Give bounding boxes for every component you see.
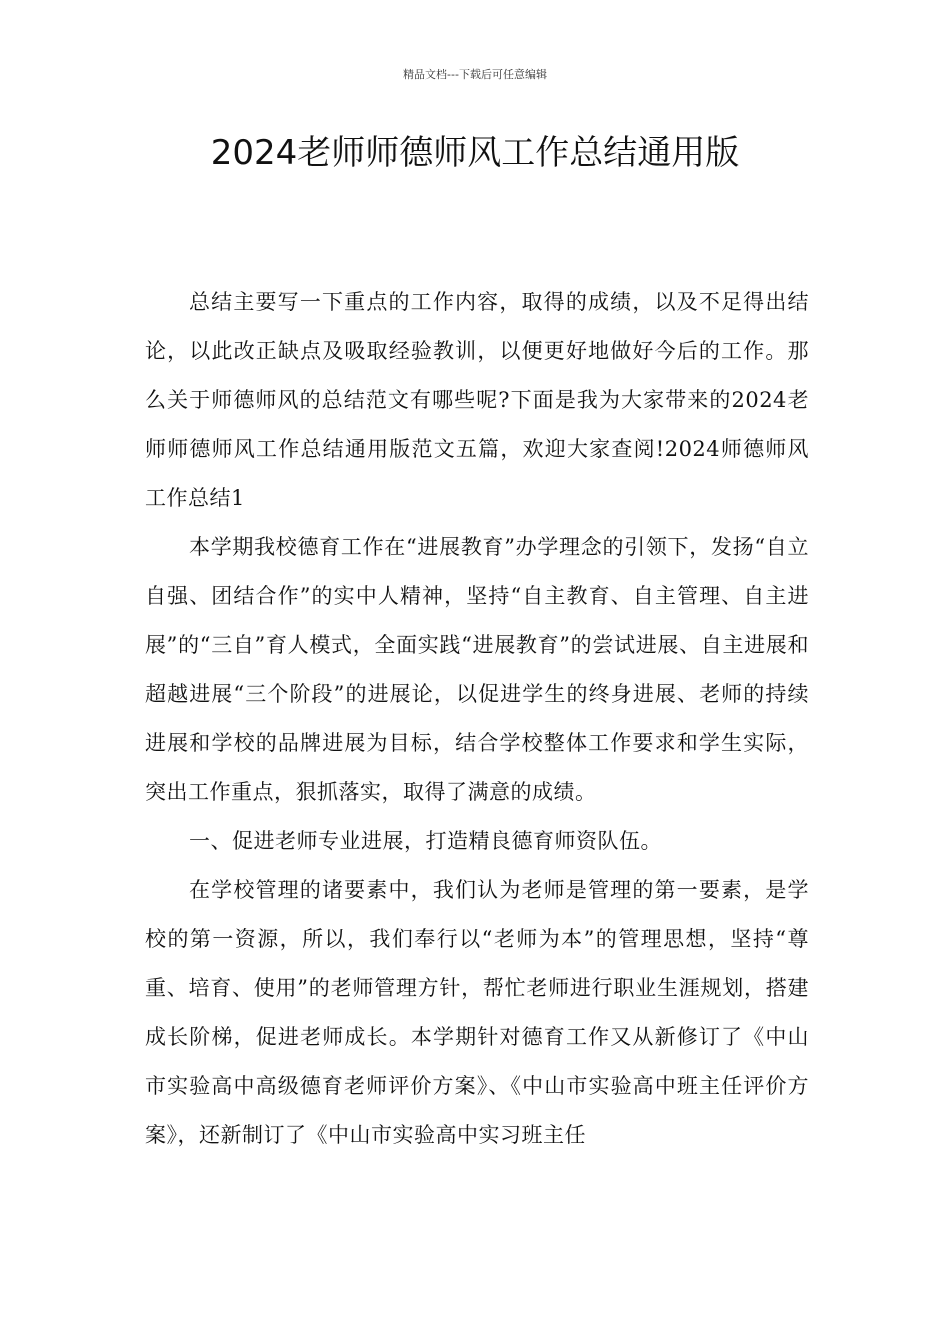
paragraph-intro: 总结主要写一下重点的工作内容，取得的成绩，以及不足得出结论，以此改正缺点及吸取经验教训，以便更好地做好今后的工作。那么关于师德师风的总结范文有哪些呢?下面是我为大家带来的2024老师师德师风工作总结通用版范文五篇，欢迎大家查阅!2024师德师风工作总结1 [145,290,809,510]
section-heading-1: 一、促进老师专业进展，打造精良德育师资队伍。 [189,829,662,853]
document-body [145,278,809,1160]
paragraph-teacher-management: 在学校管理的诸要素中，我们认为老师是管理的第一要素，是学校的第一资源，所以，我们奉行以“老师为本”的管理思想，坚持“尊重、培育、使用”的老师管理方针，帮忙老师进行职业生涯规划，搭建成长阶梯，促进老师成长。本学期针对德育工作又从新修订了《中山市实验高中高级德育老师评价方案》、《中山市实验高中班主任评价方案》，还新制订了《中山市实验高中实习班主任 [145,878,809,1147]
document-title: 2024老师师德师风工作总结通用版 [210,133,740,173]
paragraph-overview: 本学期我校德育工作在“进展教育”办学理念的引领下，发扬“自立自强、团结合作”的实中人精神，坚持“自主教育、自主管理、自主进展”的“三自”育人模式，全面实践“进展教育”的尝试进展、自主进展和超越进展“三个阶段”的进展论，以促进学生的终身进展、老师的持续进展和学校的品牌进展为目标，结合学校整体工作要求和学生实际，突出工作重点，狠抓落实，取得了满意的成绩。 [145,535,809,804]
header-note: 精品文档---下载后可任意编辑 [403,68,547,81]
